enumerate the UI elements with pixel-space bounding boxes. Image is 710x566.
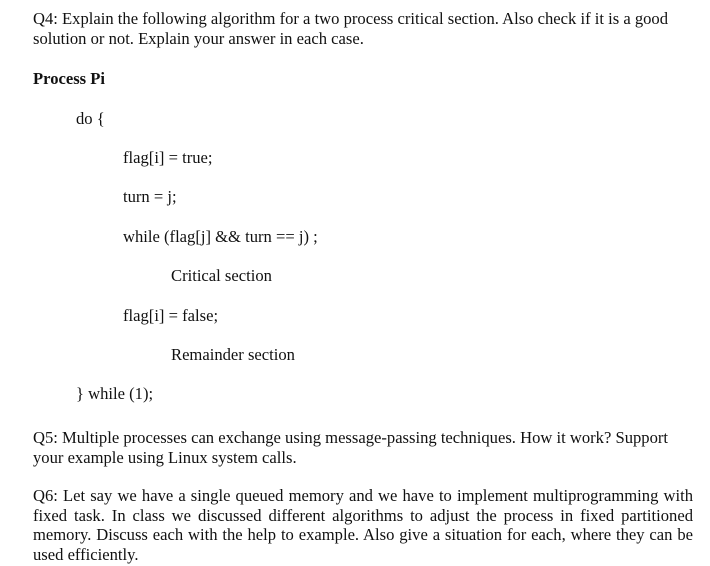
code-remainder-section: Remainder section: [171, 345, 295, 364]
question-6-text: Q6: Let say we have a single queued memory and we have to implement multiprogramming with fixed task. In class we discussed different algorithms to adjust the process in fixed partitioned memory. Discuss each with the help to example. Also give a situation for each, where they can be used efficiently.: [33, 486, 693, 564]
code-flag-true: flag[i] = true;: [123, 148, 213, 167]
process-pi-heading: Process Pi: [33, 69, 106, 88]
code-while-loop: while (flag[j] && turn == j) ;: [123, 227, 318, 246]
code-turn-assign: turn = j;: [123, 187, 177, 206]
code-flag-false: flag[i] = false;: [123, 306, 219, 325]
code-while-close: } while (1);: [76, 384, 154, 403]
question-4-text: Q4: Explain the following algorithm for a two process critical section. Also check if it is a good solution or not. Explain your answer in each case.: [33, 9, 669, 48]
question-5-text: Q5: Multiple processes can exchange using message-passing techniques. How it work? Support your example using Linux system calls.: [33, 428, 669, 467]
code-critical-section: Critical section: [171, 266, 272, 285]
code-do-open: do {: [76, 109, 105, 128]
